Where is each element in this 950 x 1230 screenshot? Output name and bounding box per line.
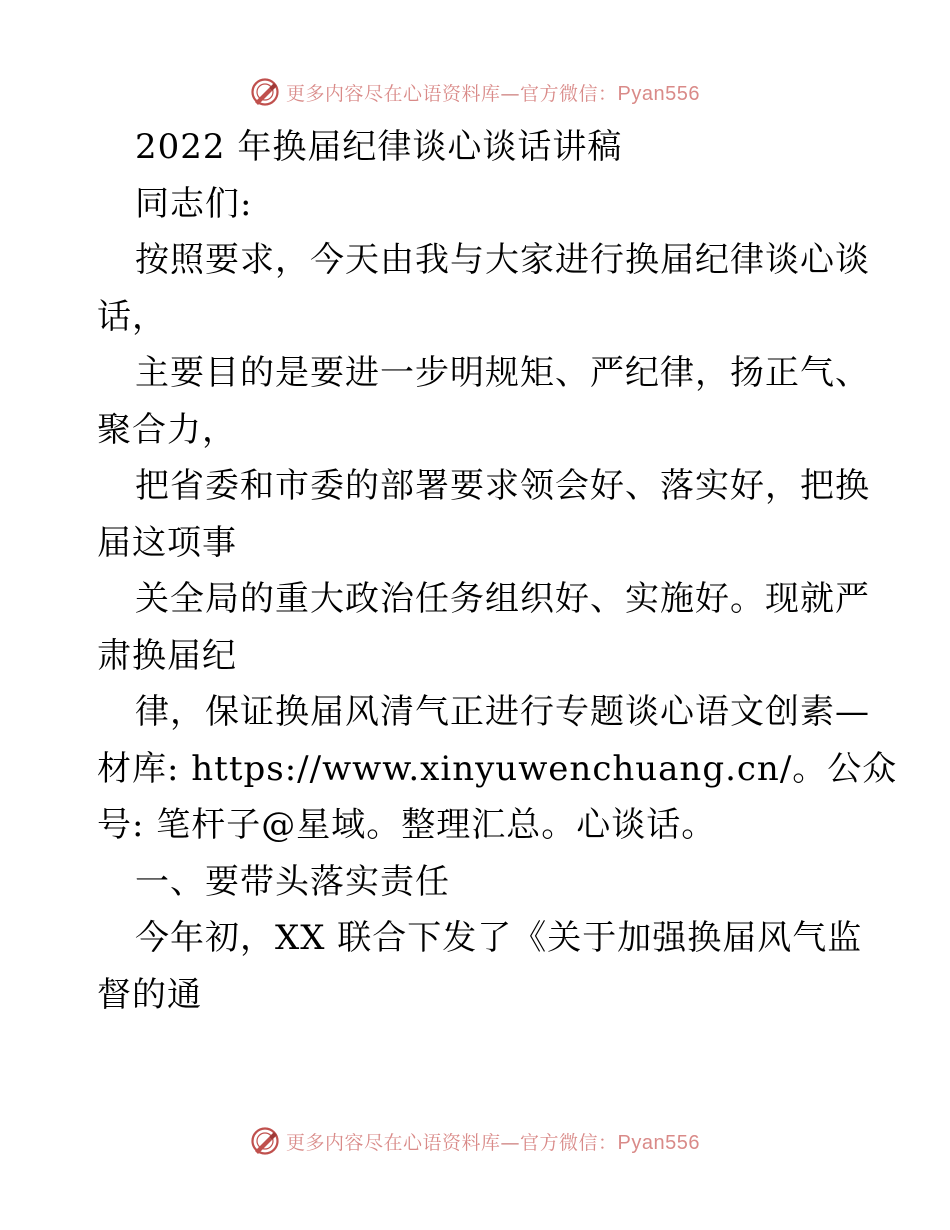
footer-watermark [0,1121,950,1161]
text-line: 号: 笔杆子@星域。整理汇总。心谈话。 [97,805,717,845]
watermark-sep: — [500,82,521,105]
watermark-suffix: 官方微信： [520,1131,618,1154]
document-body [97,119,898,1023]
text-line: 按照要求，今天由我与大家进行换届纪律谈心谈 [135,240,870,280]
text-line: 主要目的是要进一步明规矩、严纪律，扬正气、 [135,353,870,393]
text-line: 关全局的重大政治任务组织好、实施好。现就严 [135,579,870,619]
watermark-text [286,1128,700,1155]
pen-seal-logo-icon [250,1126,280,1156]
text-line: 今年初，XX 联合下发了《关于加强换届风气监 [135,918,863,958]
text-line: 一、要带头落实责任 [135,861,450,902]
watermark-sep: — [500,1131,521,1154]
watermark-cn: 更多内容尽在心语资料库 [286,82,501,105]
text-line: 把省委和市委的部署要求领会好、落实好，把换 [135,466,870,506]
text-line: 材库: https://www.xinyuwenchuang.cn/。公众 [97,748,898,789]
watermark-id: Pyan556 [617,1131,700,1154]
pen-seal-logo-icon [250,77,280,107]
watermark-id: Pyan556 [617,82,700,105]
text-line: 肃换届纪 [97,635,237,676]
watermark-cn: 更多内容尽在心语资料库 [286,1131,501,1154]
text-line: 聚合力， [97,409,237,450]
watermark-suffix: 官方微信： [520,82,618,105]
text-line: 律，保证换届风清气正进行专题谈心语文创素— [135,692,870,732]
text-line: 2022 年换届纪律谈心谈话讲稿 [135,127,623,167]
text-line: 届这项事 [97,522,237,563]
text-line: 同志们: [135,183,253,224]
text-line: 督的通 [97,974,202,1015]
header-watermark [0,72,950,112]
text-line: 话， [97,296,167,337]
watermark-text [286,79,700,106]
